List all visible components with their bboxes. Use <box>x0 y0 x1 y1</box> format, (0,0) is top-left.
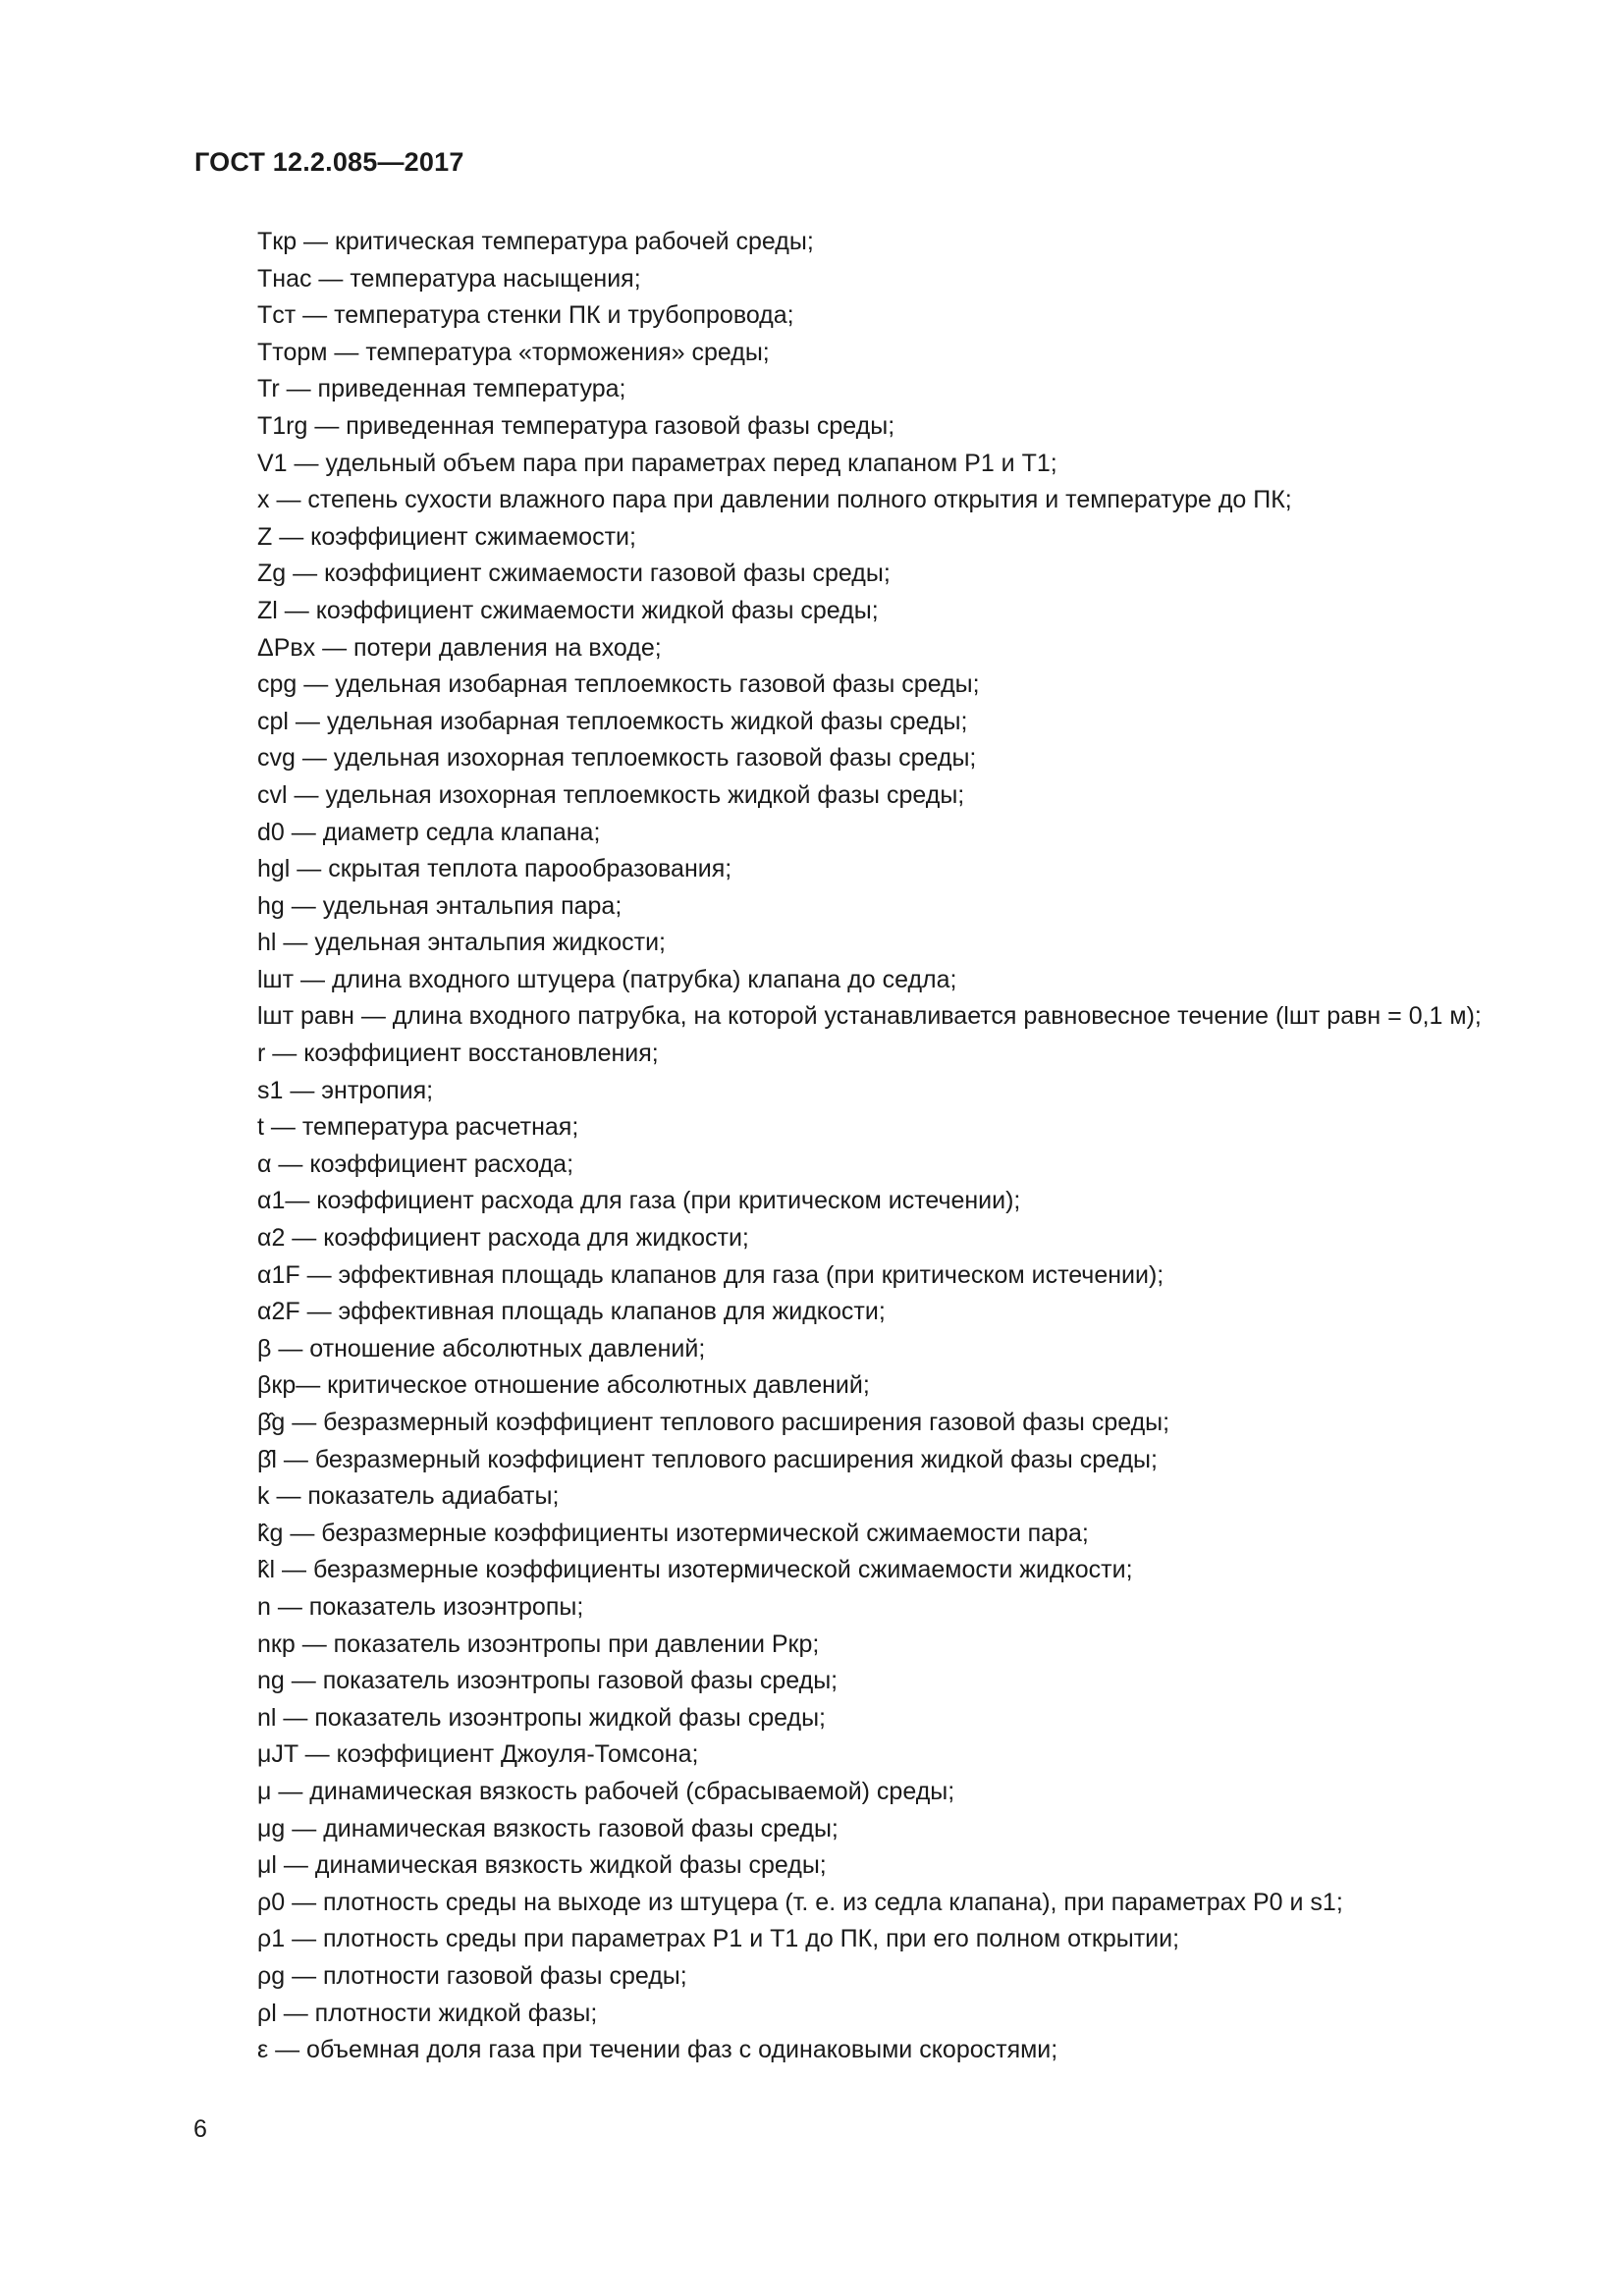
symbol-definition-line: ρg — плотности газовой фазы среды; <box>257 1961 687 1990</box>
symbol-definition-line: lшт — длина входного штуцера (патрубка) клапана до седла; <box>257 965 957 993</box>
page-number: 6 <box>193 2115 207 2143</box>
symbol-definition-line: hg — удельная энтальпия пара; <box>257 891 623 920</box>
symbol-definition-line: α1— коэффициент расхода для газа (при критическом истечении); <box>257 1187 1021 1215</box>
document-header: ГОСТ 12.2.085—2017 <box>194 147 464 177</box>
symbol-definition-line: k̂g — безразмерные коэффициенты изотермической сжимаемости пара; <box>257 1519 1089 1547</box>
symbol-definition-line: cvg — удельная изохорная теплоемкость газовой фазы среды; <box>257 744 977 773</box>
symbol-definition-line: Z — коэффициент сжимаемости; <box>257 522 636 551</box>
symbol-definition-line: ρl — плотности жидкой фазы; <box>257 1999 598 2027</box>
symbol-definition-line: x — степень сухости влажного пара при давлении полного открытия и температуре до ПК; <box>257 486 1292 514</box>
symbol-definition-line: β — отношение абсолютных давлений; <box>257 1334 706 1362</box>
symbol-definition-line: k̂l — безразмерные коэффициенты изотермической сжимаемости жидкости; <box>257 1556 1133 1584</box>
symbol-definition-line: α — коэффициент расхода; <box>257 1149 574 1178</box>
symbol-definition-line: Zl — коэффициент сжимаемости жидкой фазы среды; <box>257 596 879 624</box>
symbol-definition-line: α2F — эффективная площадь клапанов для жидкости; <box>257 1298 886 1326</box>
symbol-definition-line: V1 — удельный объем пара при параметрах перед клапаном P1 и T1; <box>257 449 1057 477</box>
symbol-definition-line: μl — динамическая вязкость жидкой фазы среды; <box>257 1851 827 1880</box>
symbol-definition-line: β̂l — безразмерный коэффициент теплового расширения жидкой фазы среды; <box>257 1445 1158 1473</box>
symbol-definition-line: nкр — показатель изоэнтропы при давлении Pкр; <box>257 1629 820 1658</box>
symbol-definition-line: α2 — коэффициент расхода для жидкости; <box>257 1224 749 1253</box>
symbol-definition-line: lшт равн — длина входного патрубка, на которой устанавливается равновесное течение (lшт равн = 0,1 м); <box>257 1002 1482 1031</box>
symbol-definition-line: ε — объемная доля газа при течении фаз с одинаковыми скоростями; <box>257 2036 1058 2064</box>
symbol-definition-line: n — показатель изоэнтропы; <box>257 1592 584 1621</box>
symbol-definition-line: ρ1 — плотность среды при параметрах P1 и T1 до ПК, при его полном открытии; <box>257 1925 1180 1953</box>
symbol-definition-line: cpg — удельная изобарная теплоемкость газовой фазы среды; <box>257 670 980 699</box>
symbol-definition-line: μg — динамическая вязкость газовой фазы среды; <box>257 1814 839 1842</box>
symbol-definition-line: r — коэффициент восстановления; <box>257 1040 659 1068</box>
symbol-definition-line: T1rg — приведенная температура газовой фазы среды; <box>257 411 895 440</box>
symbol-definition-line: βкр— критическое отношение абсолютных давлений; <box>257 1371 870 1400</box>
symbol-definition-line: μ — динамическая вязкость рабочей (сбрасываемой) среды; <box>257 1777 955 1805</box>
symbol-definition-line: t — температура расчетная; <box>257 1113 579 1142</box>
symbol-definition-line: μJT — коэффициент Джоуля-Томсона; <box>257 1740 699 1769</box>
symbol-definition-line: cvl — удельная изохорная теплоемкость жидкой фазы среды; <box>257 780 965 809</box>
symbol-definition-line: ρ0 — плотность среды на выходе из штуцера (т. е. из седла клапана), при параметрах P0 и s1; <box>257 1888 1343 1916</box>
symbol-definition-line: cpl — удельная изобарная теплоемкость жидкой фазы среды; <box>257 707 968 735</box>
symbol-definition-line: k — показатель адиабаты; <box>257 1482 560 1511</box>
symbol-definition-line: Tнас — температура насыщения; <box>257 264 641 293</box>
symbol-definition-line: Tст — температура стенки ПК и трубопровода; <box>257 301 794 330</box>
symbol-definition-line: Tкр — критическая температура рабочей среды; <box>257 228 814 255</box>
symbol-definition-line: ΔPвх — потери давления на входе; <box>257 633 662 662</box>
symbol-definition-line: hgl — скрытая теплота парообразования; <box>257 855 732 883</box>
symbol-definition-line: ng — показатель изоэнтропы газовой фазы среды; <box>257 1667 839 1695</box>
symbol-definition-line: β̂g — безразмерный коэффициент теплового расширения газовой фазы среды; <box>257 1409 1170 1436</box>
symbol-definitions-list <box>257 224 1563 2069</box>
symbol-definition-line: Zg — коэффициент сжимаемости газовой фазы среды; <box>257 560 891 588</box>
symbol-definition-line: s1 — энтропия; <box>257 1076 434 1104</box>
symbol-definition-line: hl — удельная энтальпия жидкости; <box>257 929 666 957</box>
symbol-definition-line: d0 — диаметр седла клапана; <box>257 818 601 846</box>
symbol-definition-line: nl — показатель изоэнтропы жидкой фазы среды; <box>257 1703 826 1732</box>
symbol-definition-line: Tr — приведенная температура; <box>257 375 626 403</box>
symbol-definition-line: Tторм — температура «торможения» среды; <box>257 338 770 366</box>
symbol-definition-line: α1F — эффективная площадь клапанов для газа (при критическом истечении); <box>257 1260 1164 1289</box>
